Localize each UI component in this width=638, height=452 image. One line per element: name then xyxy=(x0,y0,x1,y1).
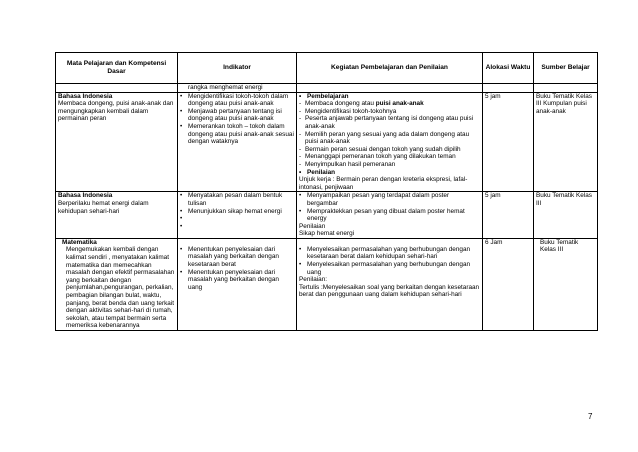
header-kegiatan: Kegiatan Pembelajaran dan Penilaian xyxy=(297,53,483,84)
bullet-icon: • xyxy=(180,122,183,130)
carry-over-row xyxy=(56,84,598,93)
table-row xyxy=(56,238,598,330)
header-sumber: Sumber Belajar xyxy=(534,53,598,84)
indicator-item: • Menentukan penyelesaian dari masalah yang berkaitan dengan kesetaraan berat xyxy=(180,245,279,269)
bullet-icon: • xyxy=(180,107,183,115)
indicator-item: • Menjawab pertanyaan tentang isi dongeng atau puisi anak-anak xyxy=(180,107,282,123)
alokasi-cell: 6 Jam xyxy=(483,238,534,330)
kg-tertulis: Tertulis :Menyelesaikan soal yang berkaitan dengan kesetaraan berat dan penggunaan uang dalam kehidupan sehari-hari xyxy=(299,283,480,299)
bullet-icon: • xyxy=(180,268,183,276)
kg-item: • Menyelesaikan permasalahan yang berhubungan dengan uang xyxy=(299,261,471,276)
sumber-cell: Buku Tematik Kelas III xyxy=(534,238,598,330)
bullet-icon: • xyxy=(299,261,302,269)
kg-item: - Membaca dongeng atau puisi anak-anak xyxy=(299,100,424,108)
kg-item: • Mempraktekkan pesan yang dibuat dalam poster hemat energy xyxy=(299,207,465,223)
bullet-icon: • xyxy=(180,222,183,230)
bullet-icon: • xyxy=(180,245,183,253)
header-alokasi: Alokasi Waktu xyxy=(483,53,534,84)
page-number: 7 xyxy=(588,412,593,421)
table-row xyxy=(56,192,598,239)
indicator-item xyxy=(180,223,294,231)
kg-item: - Menyimpulkan hasil pemeranan xyxy=(299,160,396,168)
bullet-icon: • xyxy=(180,215,183,223)
kg-item: • Menyampaikan pesan yang terdapat dalam poster bergambar xyxy=(299,192,450,207)
bullet-icon: • xyxy=(180,207,183,215)
alokasi-cell: 5 jam xyxy=(483,92,534,192)
subject-label: Bahasa Indonesia xyxy=(58,92,113,100)
kg-item: • Menyelesaikan permasalahan yang berhubungan dengan kesetaraan berat dalam kehidupan sehari-hari xyxy=(299,245,471,261)
indicator-item: • Menunjukkan sikap hemat energi xyxy=(180,207,282,215)
bullet-icon: • xyxy=(299,168,302,176)
kd-text: Mengemukakan kembali dengan kalimat sendiri , menyatakan kalimat matematika dan memecahkan masalah dengan efektif permasalahan yang berkaitan dengan penjumlahan,pengurangan, perkalian, pembagian bilangan bulat, waktu, panjang, berat benda dan uang terkait dengan aktivitas sehari-hari di rumah, sekolah, atau tempat bermain serta memeriksa kebenarannya xyxy=(66,246,175,330)
alokasi-cell: 5 jam xyxy=(483,192,534,239)
sumber-cell: Buku Tematik Kelas III Kumpulan puisi anak-anak xyxy=(534,92,598,192)
kg-penilaian: Penilaian xyxy=(299,222,326,230)
kg-item: - Mengidentifikasi tokoh-tokohnya xyxy=(299,107,397,115)
kd-text: Membaca dongeng, puisi anak-anak dan mengungkapkan kembali dalam permainan peran xyxy=(58,100,174,123)
indicator-item xyxy=(180,215,294,223)
syllabus-table xyxy=(55,52,598,331)
subject-label: Matematika xyxy=(62,238,97,246)
kg-item: - Peserta anjawab pertanyaan tentang isi dongeng atau puisi anak-anak xyxy=(299,115,474,130)
indicator-item: • Menentukan penyelesaian dari masalah yang berkaitan dengan uang xyxy=(180,268,279,291)
kg-penilaian: Penilaian: xyxy=(299,276,328,284)
bullet-icon: • xyxy=(299,207,302,215)
kd-text: Berperilaku hemat energi dalam kehidupan sehari-hari xyxy=(58,199,149,215)
bullet-icon: • xyxy=(299,92,302,100)
bullet-icon: • xyxy=(299,192,302,200)
kg-item: - Memilih peran yang sesuai yang ada dalam dongeng atau puisi anak-anak xyxy=(299,130,470,146)
indicator-item: • Mengidentifikasi tokoh-tokoh dalam dongeng atau puisi anak-anak xyxy=(180,92,289,108)
bullet-icon: • xyxy=(180,192,183,200)
kg-item: - Menanggapi pemeranan tokoh yang dilakukan teman xyxy=(299,153,456,161)
sumber-cell: Buku Tematik Kelas III xyxy=(534,192,598,239)
carry-over-text: rangka menghemat energi xyxy=(178,84,297,93)
subject-label: Bahasa Indonesia xyxy=(58,192,113,200)
header-row xyxy=(56,53,598,84)
header-mapel: Mata Pelajaran dan Kompetensi Dasar xyxy=(56,53,178,84)
table-row xyxy=(56,92,598,192)
kg-title: • Pembelajaran xyxy=(299,92,349,100)
kg-unjuk-kerja: Unjuk kerja : Bermain peran dengan kreteria ekspresi, lafal-intonasi, penjiwaan xyxy=(299,176,468,191)
header-indikator: Indikator xyxy=(178,53,297,84)
kg-item: - Bermain peran sesuai dengan tokoh yang sudah dipilih xyxy=(299,145,461,153)
bullet-icon: • xyxy=(180,92,183,100)
indicator-item: • Menyatakan pesan dalam bentuk tulisan xyxy=(180,192,283,207)
bullet-icon: • xyxy=(299,245,302,253)
kg-sikap: Sikap hemat energi xyxy=(299,230,355,238)
kg-penilaian: • Penilaian xyxy=(299,168,336,176)
indicator-item: • Memerankan tokoh – tokoh dalam dongeng atau puisi anak-anak sesuai dengan wataknya xyxy=(180,122,294,146)
